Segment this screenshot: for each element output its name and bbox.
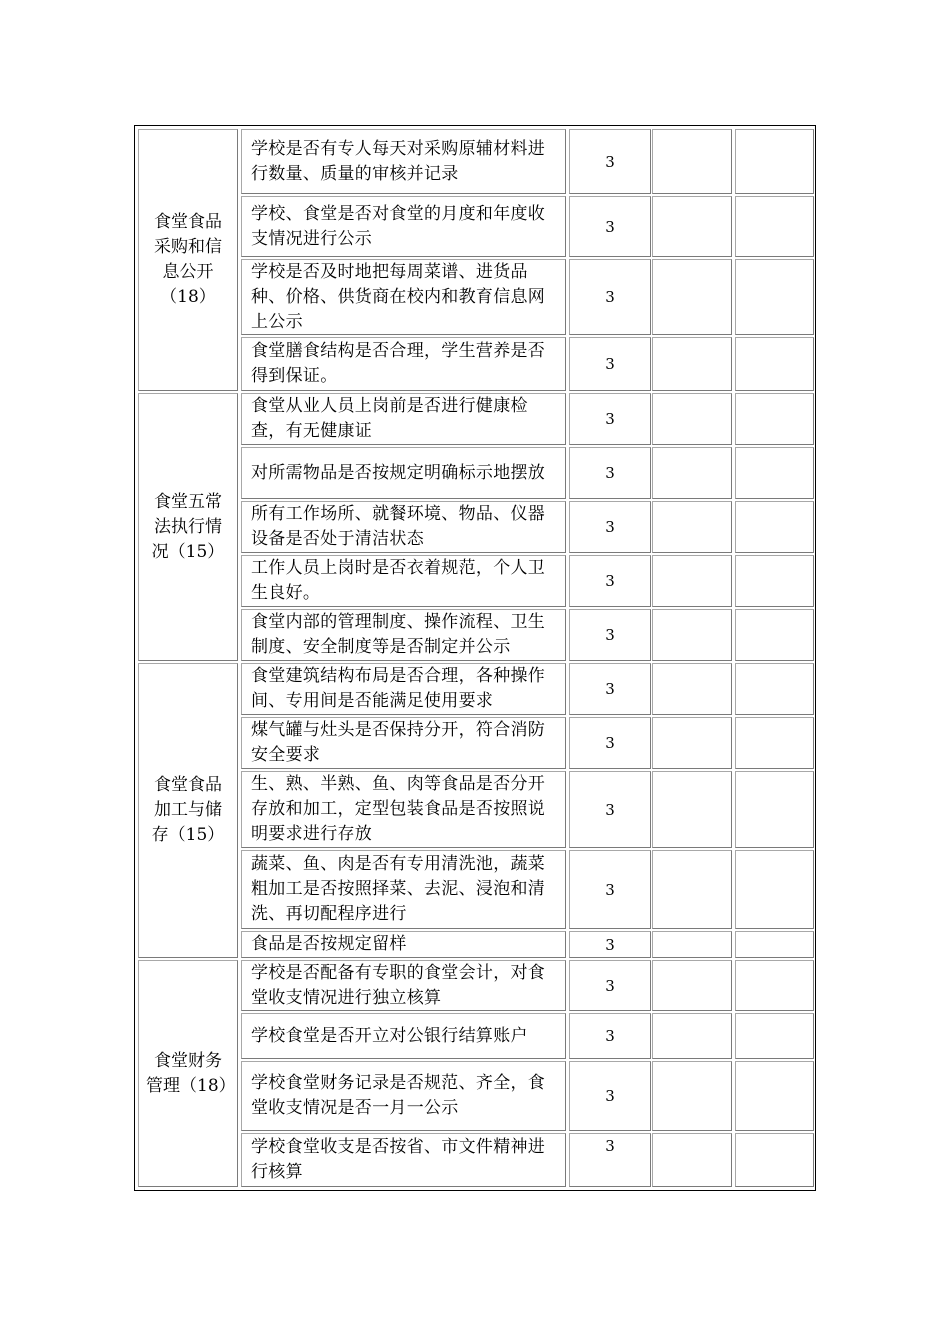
- blank-cell: [735, 129, 814, 194]
- table-grid: [138, 129, 812, 1187]
- criterion-text: 食堂建筑结构布局是否合理，各种操作间、专用间是否能满足使用要求: [251, 666, 546, 711]
- blank-cell: [735, 393, 814, 445]
- criterion-cell: [241, 501, 566, 553]
- criterion-cell: [241, 609, 566, 661]
- blank-cell: [735, 850, 814, 929]
- score-cell: [569, 850, 651, 929]
- score-value: 3: [605, 626, 615, 644]
- criterion-text: 学校、食堂是否对食堂的月度和年度收支情况进行公示: [251, 203, 546, 249]
- score-cell: [569, 393, 651, 445]
- criterion-cell: [241, 129, 566, 194]
- blank-cell: [652, 931, 732, 958]
- category-cell: [138, 129, 238, 391]
- score-value: 3: [605, 880, 615, 899]
- criterion-text: 学校是否配备有专职的食堂会计，对食堂收支情况进行独立核算: [251, 962, 546, 1008]
- score-value: 3: [605, 734, 615, 752]
- blank-cell: [735, 960, 814, 1011]
- blank-cell: [735, 196, 814, 257]
- score-cell: [569, 259, 651, 335]
- criterion-text: 所有工作场所、就餐环境、物品、仪器设备是否处于清洁状态: [251, 504, 546, 549]
- score-cell: [569, 609, 651, 661]
- score-value: 3: [605, 355, 615, 373]
- blank-cell: [652, 447, 732, 499]
- category-label: 食堂食品加工与储存（15）: [151, 775, 225, 845]
- criterion-cell: [241, 1133, 566, 1187]
- criterion-cell: [241, 259, 566, 335]
- criterion-cell: [241, 717, 566, 769]
- criterion-text: 学校食堂财务记录是否规范、齐全，食堂收支情况是否一月一公示: [251, 1073, 546, 1118]
- blank-cell: [735, 501, 814, 553]
- category-label: 食堂食品采购和信息公开（18）: [154, 212, 222, 307]
- score-value: 3: [605, 935, 615, 954]
- category-cell: [138, 393, 238, 661]
- criterion-text: 煤气罐与灶头是否保持分开，符合消防安全要求: [251, 720, 546, 765]
- criterion-cell: [241, 931, 566, 958]
- criterion-cell: [241, 960, 566, 1011]
- blank-cell: [652, 196, 732, 257]
- score-value: 3: [605, 464, 615, 482]
- blank-cell: [735, 259, 814, 335]
- score-cell: [569, 196, 651, 257]
- category-cell: [138, 960, 238, 1187]
- criterion-text: 食堂内部的管理制度、操作流程、卫生制度、安全制度等是否制定并公示: [251, 612, 546, 657]
- blank-cell: [735, 609, 814, 661]
- score-value: 3: [605, 1027, 615, 1045]
- score-value: 3: [605, 976, 615, 995]
- criterion-cell: [241, 555, 566, 607]
- score-cell: [569, 771, 651, 848]
- score-cell: [569, 931, 651, 958]
- blank-cell: [735, 931, 814, 958]
- blank-cell: [652, 1133, 732, 1187]
- score-value: 3: [605, 680, 615, 698]
- criterion-cell: [241, 393, 566, 445]
- criterion-text: 学校是否有专人每天对采购原辅材料进行数量、质量的审核并记录: [251, 138, 546, 184]
- score-cell: [569, 555, 651, 607]
- score-value: 3: [605, 217, 615, 236]
- score-value: 3: [605, 800, 615, 819]
- blank-cell: [735, 1013, 814, 1059]
- blank-cell: [652, 771, 732, 848]
- blank-cell: [652, 609, 732, 661]
- criterion-cell: [241, 196, 566, 257]
- score-value: 3: [605, 410, 615, 428]
- blank-cell: [652, 960, 732, 1011]
- blank-cell: [652, 663, 732, 715]
- category-label: 食堂财务管理（18）: [146, 1050, 236, 1096]
- blank-cell: [652, 717, 732, 769]
- score-cell: [569, 447, 651, 499]
- score-cell: [569, 337, 651, 391]
- blank-cell: [735, 337, 814, 391]
- blank-cell: [735, 555, 814, 607]
- blank-cell: [652, 555, 732, 607]
- criterion-text: 蔬菜、鱼、肉是否有专用清洗池，蔬菜粗加工是否按照择菜、去泥、浸泡和清洗、再切配程序进行: [251, 854, 546, 924]
- criterion-text: 食堂从业人员上岗前是否进行健康检查，有无健康证: [251, 396, 528, 441]
- blank-cell: [652, 501, 732, 553]
- score-cell: [569, 501, 651, 553]
- score-cell: [569, 1013, 651, 1059]
- score-cell: [569, 663, 651, 715]
- category-cell: [138, 663, 238, 958]
- criterion-cell: [241, 771, 566, 848]
- category-label: 食堂五常法执行情况（15）: [151, 491, 225, 562]
- blank-cell: [652, 850, 732, 929]
- score-value: 3: [605, 152, 615, 171]
- score-value: 3: [605, 288, 615, 306]
- blank-cell: [652, 337, 732, 391]
- criterion-text: 生、熟、半熟、鱼、肉等食品是否分开存放和加工，定型包装食品是否按照说明要求进行存放: [251, 774, 546, 844]
- criterion-text: 学校食堂收支是否按省、市文件精神进行核算: [251, 1137, 546, 1182]
- criterion-cell: [241, 447, 566, 499]
- score-cell: [569, 717, 651, 769]
- score-value: 3: [605, 572, 615, 590]
- blank-cell: [735, 1061, 814, 1131]
- score-cell: [569, 129, 651, 194]
- criterion-text: 工作人员上岗时是否衣着规范，个人卫生良好。: [251, 558, 546, 603]
- criterion-text: 食堂膳食结构是否合理，学生营养是否得到保证。: [251, 341, 546, 386]
- criterion-cell: [241, 1013, 566, 1059]
- score-value: 3: [605, 1137, 615, 1155]
- criterion-text: 食品是否按规定留样: [251, 934, 407, 954]
- score-cell: [569, 1133, 651, 1187]
- criterion-text: 学校是否及时地把每周菜谱、进货品种、价格、供货商在校内和教育信息网上公示: [251, 261, 546, 332]
- blank-cell: [652, 1061, 732, 1131]
- blank-cell: [735, 663, 814, 715]
- score-value: 3: [605, 518, 615, 536]
- criterion-cell: [241, 850, 566, 929]
- criterion-text: 对所需物品是否按规定明确标示地摆放: [251, 462, 546, 483]
- score-value: 3: [605, 1087, 615, 1105]
- criterion-text: 学校食堂是否开立对公银行结算账户: [251, 1025, 528, 1046]
- blank-cell: [735, 447, 814, 499]
- blank-cell: [652, 259, 732, 335]
- criterion-cell: [241, 663, 566, 715]
- score-cell: [569, 960, 651, 1011]
- score-cell: [569, 1061, 651, 1131]
- blank-cell: [735, 771, 814, 848]
- criterion-cell: [241, 337, 566, 391]
- evaluation-table: [134, 125, 816, 1191]
- blank-cell: [735, 1133, 814, 1187]
- blank-cell: [735, 717, 814, 769]
- blank-cell: [652, 1013, 732, 1059]
- blank-cell: [652, 129, 732, 194]
- criterion-cell: [241, 1061, 566, 1131]
- blank-cell: [652, 393, 732, 445]
